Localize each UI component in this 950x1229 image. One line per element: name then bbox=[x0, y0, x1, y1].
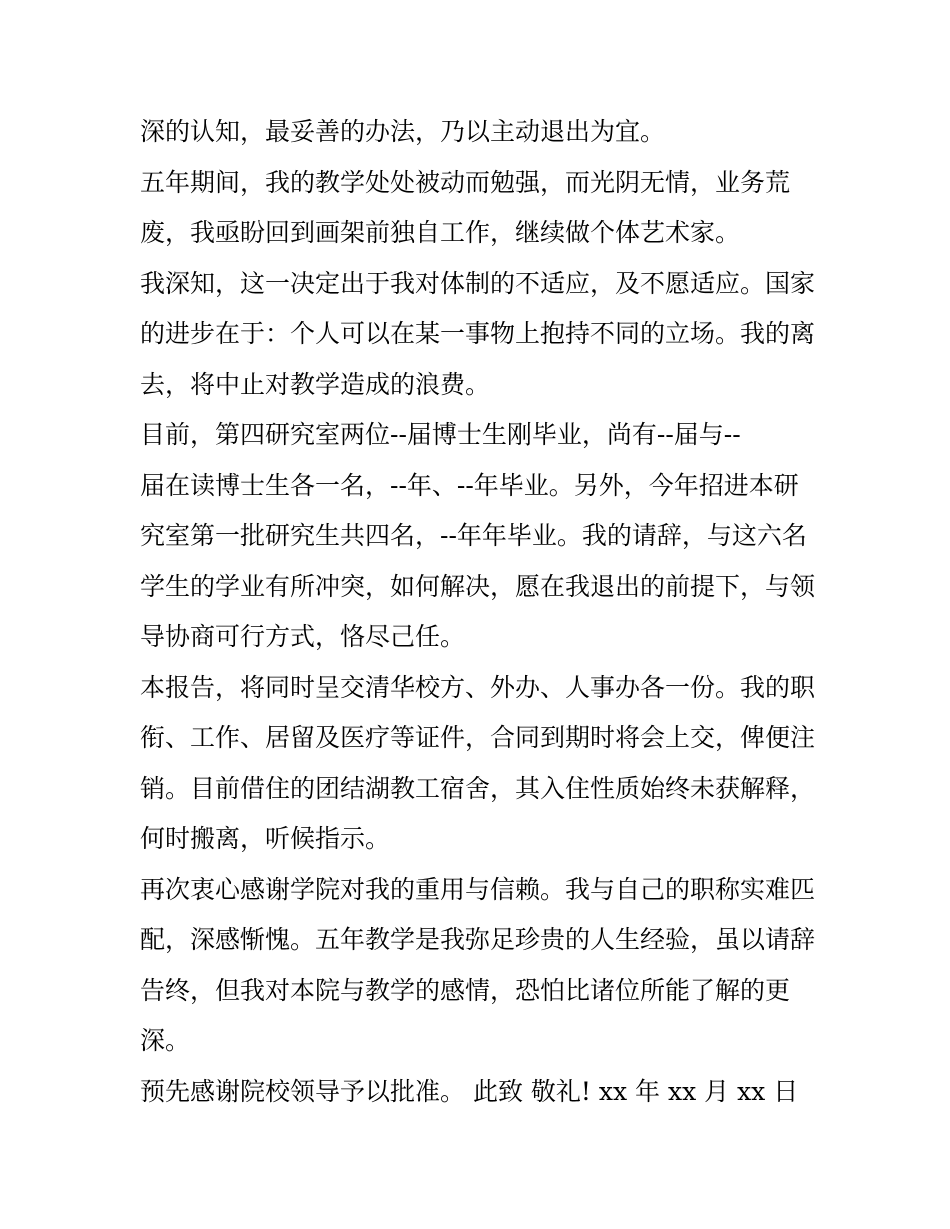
closing-line: 预先感谢院校领导予以批准。 此致 敬礼! xx 年 xx 月 xx 日 bbox=[140, 1076, 799, 1106]
text-line: 五年期间，我的教学处处被动而勉强，而光阴无情，业务荒 bbox=[140, 167, 791, 197]
letter-body bbox=[140, 107, 820, 1117]
text-line: 去，将中止对教学造成的浪费。 bbox=[140, 369, 491, 399]
text-line: 届在读博士生各一名，--年、--年毕业。另外，今年招进本研 bbox=[140, 470, 799, 500]
text-line: 本报告，将同时呈交清华校方、外办、人事办各一份。我的职 bbox=[140, 672, 816, 702]
text-line: 配，深感惭愧。五年教学是我弥足珍贵的人生经验，虽以请辞 bbox=[140, 925, 816, 954]
text-line: 学生的学业有所冲突，如何解决，愿在我退出的前提下，与领 bbox=[140, 571, 816, 601]
text-line: 导协商可行方式，恪尽己任。 bbox=[140, 622, 466, 651]
text-line: 再次衷心感谢学院对我的重用与信赖。我与自己的职称实难匹 bbox=[140, 874, 816, 904]
text-line: 我深知，这一决定出于我对体制的不适应，及不愿适应。国家 bbox=[140, 268, 816, 298]
text-line: 究室第一批研究生共四名，--年年毕业。我的请辞，与这六名 bbox=[140, 521, 807, 550]
text-line: 告终，但我对本院与教学的感情，恐怕比诸位所能了解的更 bbox=[140, 975, 791, 1005]
text-line: 深。 bbox=[140, 1026, 191, 1055]
text-line: 衔、工作、居留及医疗等证件，合同到期时将会上交，俾便注 bbox=[140, 723, 816, 752]
text-line: 深的认知，最妥善的办法，乃以主动退出为宜。 bbox=[140, 117, 666, 146]
text-line: 销。目前借住的团结湖教工宿舍，其入住性质始终未获解释， bbox=[140, 773, 816, 803]
text-line: 废，我亟盼回到画架前独自工作，继续做个体艺术家。 bbox=[140, 218, 741, 247]
text-line: 目前，第四研究室两位--届博士生刚毕业，尚有--届与-- bbox=[140, 420, 741, 449]
text-line: 何时搬离，听候指示。 bbox=[140, 824, 391, 853]
text-line: 的进步在于：个人可以在某一事物上抱持不同的立场。我的离 bbox=[140, 319, 816, 348]
